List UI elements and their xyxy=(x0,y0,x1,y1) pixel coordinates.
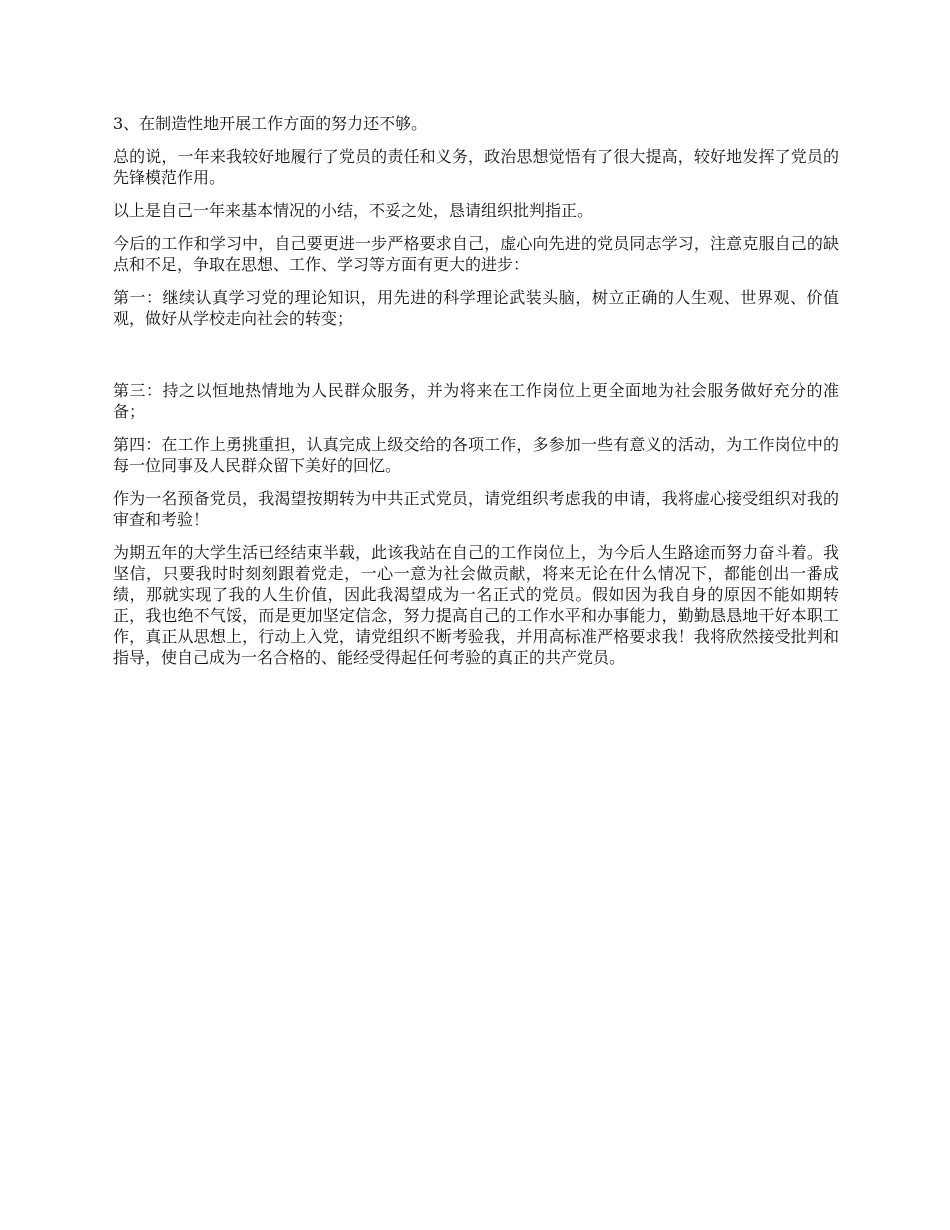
paragraph-point-first: 第一：继续认真学习党的理论知识，用先进的科学理论武装头脑，树立正确的人生观、世界观、价值观，做好从学校走向社会的转变； xyxy=(113,288,839,328)
paragraph-point-fourth: 第四：在工作上勇挑重担，认真完成上级交给的各项工作，多参加一些有意义的活动，为工作岗位中的每一位同事及人民群众留下美好的回忆。 xyxy=(113,435,839,475)
paragraph-request-correction: 以上是自己一年来基本情况的小结，不妥之处，恳请组织批判指正。 xyxy=(113,201,594,220)
paragraph-future-plan: 今后的工作和学习中，自己要更进一步严格要求自己，虚心向先进的党员同志学习，注意克服自己的缺点和不足，争取在思想、工作、学习等方面有更大的进步： xyxy=(113,234,839,274)
paragraph-summary: 总的说，一年来我较好地履行了党员的责任和义务，政治思想觉悟有了很大提高，较好地发挥了党员的先锋模范作用。 xyxy=(113,147,839,187)
blank-gap xyxy=(113,341,839,380)
paragraph-shortcoming-3: 3、在制造性地开展工作方面的努力还不够。 xyxy=(113,114,428,133)
paragraph-conclusion: 为期五年的大学生活已经结束半载，此该我站在自己的工作岗位上，为今后人生路途而努力奋斗着。我坚信，只要我时时刻刻跟着党走，一心一意为社会做贡献，将来无论在什么情况下，都能创出一番成绩，那就实现了我的人生价值，因此我渴望成为一名正式的党员。假如因为我自身的原因不能如期转正，我也绝不气馁，而是更加坚定信念，努力提高自己的工作水平和办事能力，勤勤恳恳地干好本职工作，真正从思想上，行动上入党，请党组织不断考验我，并用高标准严格要求我！我将欣然接受批判和指导，使自己成为一名合格的、能经受得起任何考验的真正的共产党员。 xyxy=(113,543,839,667)
paragraph-application: 作为一名预备党员，我渴望按期转为中共正式党员，请党组织考虑我的申请，我将虚心接受组织对我的审查和考验！ xyxy=(113,489,839,529)
paragraph-point-third: 第三：持之以恒地热情地为人民群众服务，并为将来在工作岗位上更全面地为社会服务做好充分的准备； xyxy=(113,381,839,421)
document-body xyxy=(113,113,839,680)
